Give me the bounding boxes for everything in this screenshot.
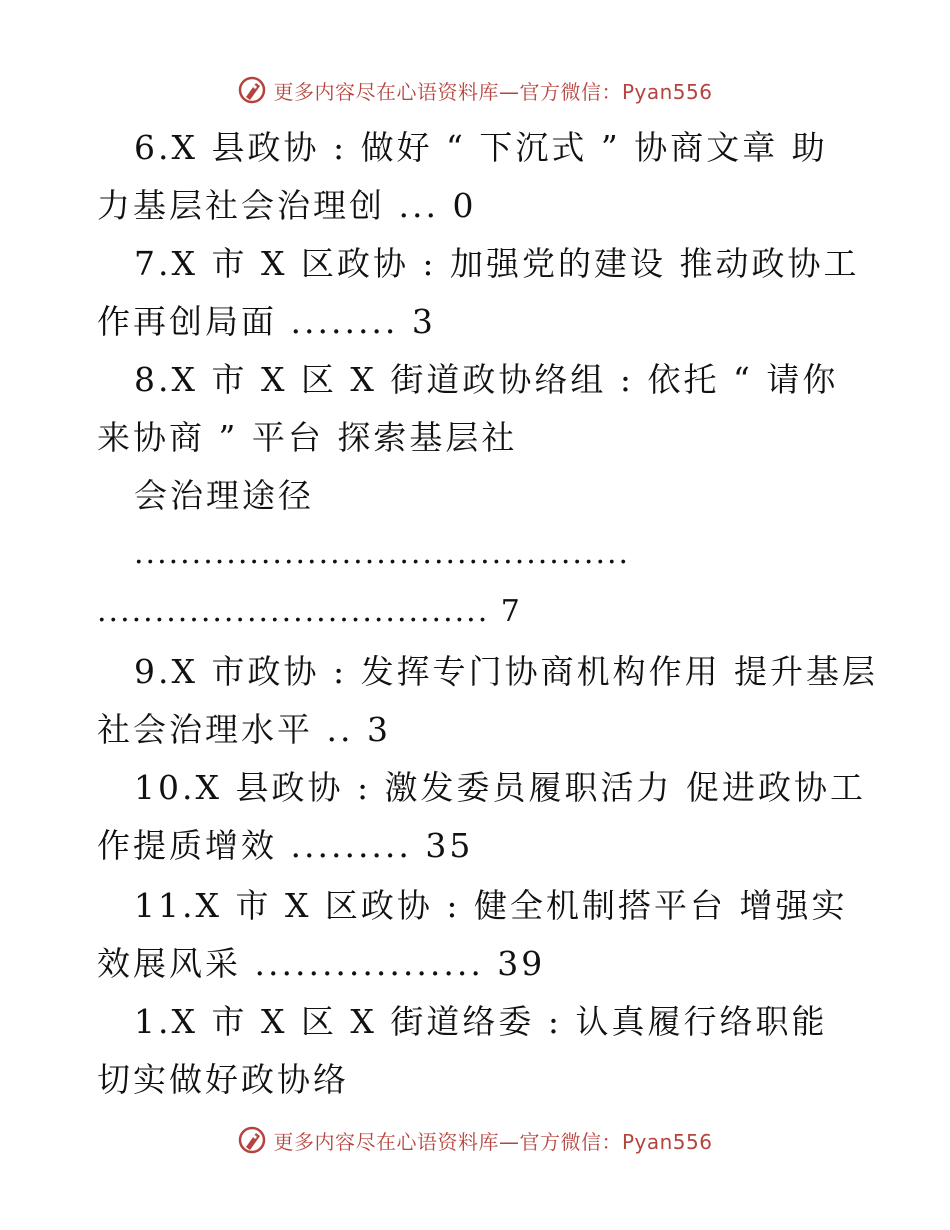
pen-nib-circle-icon (237, 1125, 267, 1155)
toc-dot-leader: ........................................... (134, 536, 631, 571)
watermark-text: 更多内容尽在心语资料库—官方微信：Pyan556 (273, 1129, 713, 1154)
toc-line: 作提质增效 ......... 35 (97, 826, 474, 865)
toc-line: 6.X 县政协 : 做好 “ 下沉式 ” 协商文章 助 (134, 128, 828, 167)
watermark-text: 更多内容尽在心语资料库—官方微信：Pyan556 (273, 79, 713, 104)
toc-line: 力基层社会治理创 ... 0 (97, 186, 477, 225)
toc-line: 11.X 市 X 区政协 : 健全机制搭平台 增强实 (134, 886, 848, 925)
toc-line: 效展风采 ................. 39 (97, 944, 546, 983)
footer-watermark (0, 1120, 950, 1160)
toc-line: 社会治理水平 .. 3 (97, 710, 391, 749)
toc-line: 7.X 市 X 区政协 : 加强党的建设 推动政协工 (134, 244, 860, 283)
toc-line: 10.X 县政协 : 激发委员履职活力 促进政协工 (134, 768, 867, 807)
toc-line: 作再创局面 ........ 3 (97, 302, 436, 341)
toc-line: 1.X 市 X 区 X 街道络委 : 认真履行络职能 (134, 1002, 828, 1041)
toc-line: 切实做好政协络 (97, 1060, 349, 1099)
toc-line: 来协商 ” 平台 探索基层社 (97, 418, 518, 457)
toc-line: 8.X 市 X 区 X 街道政协络组 : 依托 “ 请你 (134, 360, 839, 399)
toc-dot-leader: .................................. 7 (97, 594, 522, 629)
toc-line: 会治理途径 (134, 476, 314, 515)
toc-line: 9.X 市政协 : 发挥专门协商机构作用 提升基层 (134, 652, 879, 691)
